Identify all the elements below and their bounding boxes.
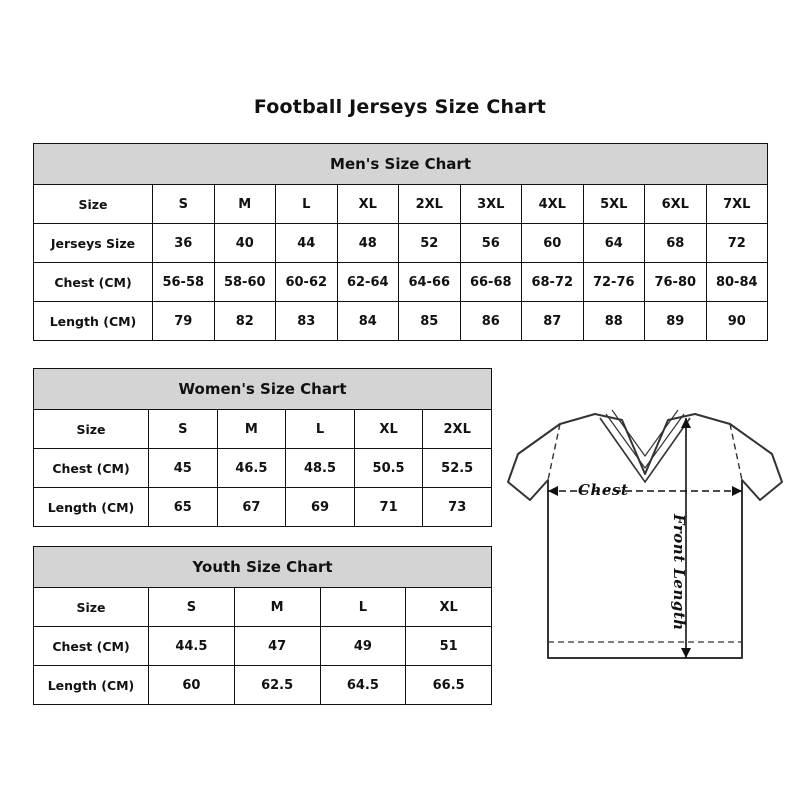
cell: 36 xyxy=(153,224,215,263)
cell: 4XL xyxy=(522,185,584,224)
row-label: Chest (CM) xyxy=(34,627,149,666)
cell: 64 xyxy=(583,224,645,263)
row-label: Length (CM) xyxy=(34,488,149,527)
youth-table-caption: Youth Size Chart xyxy=(34,547,492,588)
cell: 89 xyxy=(645,302,707,341)
cell: 2XL xyxy=(423,410,492,449)
cell: 71 xyxy=(354,488,423,527)
cell: M xyxy=(214,185,276,224)
table-caption-row xyxy=(34,547,492,588)
cell: 48 xyxy=(337,224,399,263)
cell: 5XL xyxy=(583,185,645,224)
cell: 69 xyxy=(286,488,355,527)
cell: 56-58 xyxy=(153,263,215,302)
cell: 68 xyxy=(645,224,707,263)
table-row xyxy=(34,185,768,224)
cell: 66-68 xyxy=(460,263,522,302)
cell: 49 xyxy=(320,627,406,666)
cell: 60-62 xyxy=(276,263,338,302)
womens-table-caption: Women's Size Chart xyxy=(34,369,492,410)
row-label: Chest (CM) xyxy=(34,263,153,302)
cell: 40 xyxy=(214,224,276,263)
row-label: Size xyxy=(34,588,149,627)
cell: L xyxy=(276,185,338,224)
cell: 44 xyxy=(276,224,338,263)
cell: XL xyxy=(406,588,492,627)
cell: 84 xyxy=(337,302,399,341)
cell: 82 xyxy=(214,302,276,341)
table-row xyxy=(34,627,492,666)
table-caption-row xyxy=(34,144,768,185)
cell: 48.5 xyxy=(286,449,355,488)
cell: 56 xyxy=(460,224,522,263)
table-row xyxy=(34,410,492,449)
cell: 90 xyxy=(706,302,768,341)
cell: 50.5 xyxy=(354,449,423,488)
cell: 52 xyxy=(399,224,461,263)
cell: XL xyxy=(337,185,399,224)
cell: S xyxy=(149,410,218,449)
table-row xyxy=(34,488,492,527)
row-label: Jerseys Size xyxy=(34,224,153,263)
cell: S xyxy=(153,185,215,224)
mens-size-table xyxy=(33,143,768,341)
cell: XL xyxy=(354,410,423,449)
cell: 64-66 xyxy=(399,263,461,302)
cell: 47 xyxy=(234,627,320,666)
cell: 60 xyxy=(149,666,235,705)
womens-size-table xyxy=(33,368,492,527)
cell: 67 xyxy=(217,488,286,527)
table-row xyxy=(34,449,492,488)
mens-table-caption: Men's Size Chart xyxy=(34,144,768,185)
cell: 62.5 xyxy=(234,666,320,705)
cell: L xyxy=(286,410,355,449)
row-label: Chest (CM) xyxy=(34,449,149,488)
cell: 60 xyxy=(522,224,584,263)
cell: 3XL xyxy=(460,185,522,224)
cell: 64.5 xyxy=(320,666,406,705)
table-row xyxy=(34,666,492,705)
table-row xyxy=(34,224,768,263)
cell: 2XL xyxy=(399,185,461,224)
cell: 72 xyxy=(706,224,768,263)
cell: L xyxy=(320,588,406,627)
row-label: Size xyxy=(34,185,153,224)
cell: 87 xyxy=(522,302,584,341)
page-title: Football Jerseys Size Chart xyxy=(253,96,547,118)
table-row xyxy=(34,588,492,627)
cell: 45 xyxy=(149,449,218,488)
table-caption-row xyxy=(34,369,492,410)
cell: 62-64 xyxy=(337,263,399,302)
cell: M xyxy=(234,588,320,627)
chest-measurement-label: Chest xyxy=(578,481,629,499)
cell: 68-72 xyxy=(522,263,584,302)
cell: 7XL xyxy=(706,185,768,224)
cell: 76-80 xyxy=(645,263,707,302)
cell: 79 xyxy=(153,302,215,341)
cell: 85 xyxy=(399,302,461,341)
cell: 58-60 xyxy=(214,263,276,302)
cell: 80-84 xyxy=(706,263,768,302)
cell: 44.5 xyxy=(149,627,235,666)
front-length-measurement-label: Front Length xyxy=(670,514,688,631)
jersey-measurement-diagram xyxy=(500,396,790,696)
table-row xyxy=(34,263,768,302)
cell: 65 xyxy=(149,488,218,527)
cell: 51 xyxy=(406,627,492,666)
cell: 52.5 xyxy=(423,449,492,488)
cell: 46.5 xyxy=(217,449,286,488)
cell: 88 xyxy=(583,302,645,341)
table-row xyxy=(34,302,768,341)
youth-size-table xyxy=(33,546,492,705)
row-label: Size xyxy=(34,410,149,449)
cell: 72-76 xyxy=(583,263,645,302)
jersey-outline-icon xyxy=(500,396,790,696)
cell: S xyxy=(149,588,235,627)
cell: 66.5 xyxy=(406,666,492,705)
row-label: Length (CM) xyxy=(34,666,149,705)
cell: 86 xyxy=(460,302,522,341)
row-label: Length (CM) xyxy=(34,302,153,341)
cell: 83 xyxy=(276,302,338,341)
cell: 6XL xyxy=(645,185,707,224)
cell: 73 xyxy=(423,488,492,527)
cell: M xyxy=(217,410,286,449)
